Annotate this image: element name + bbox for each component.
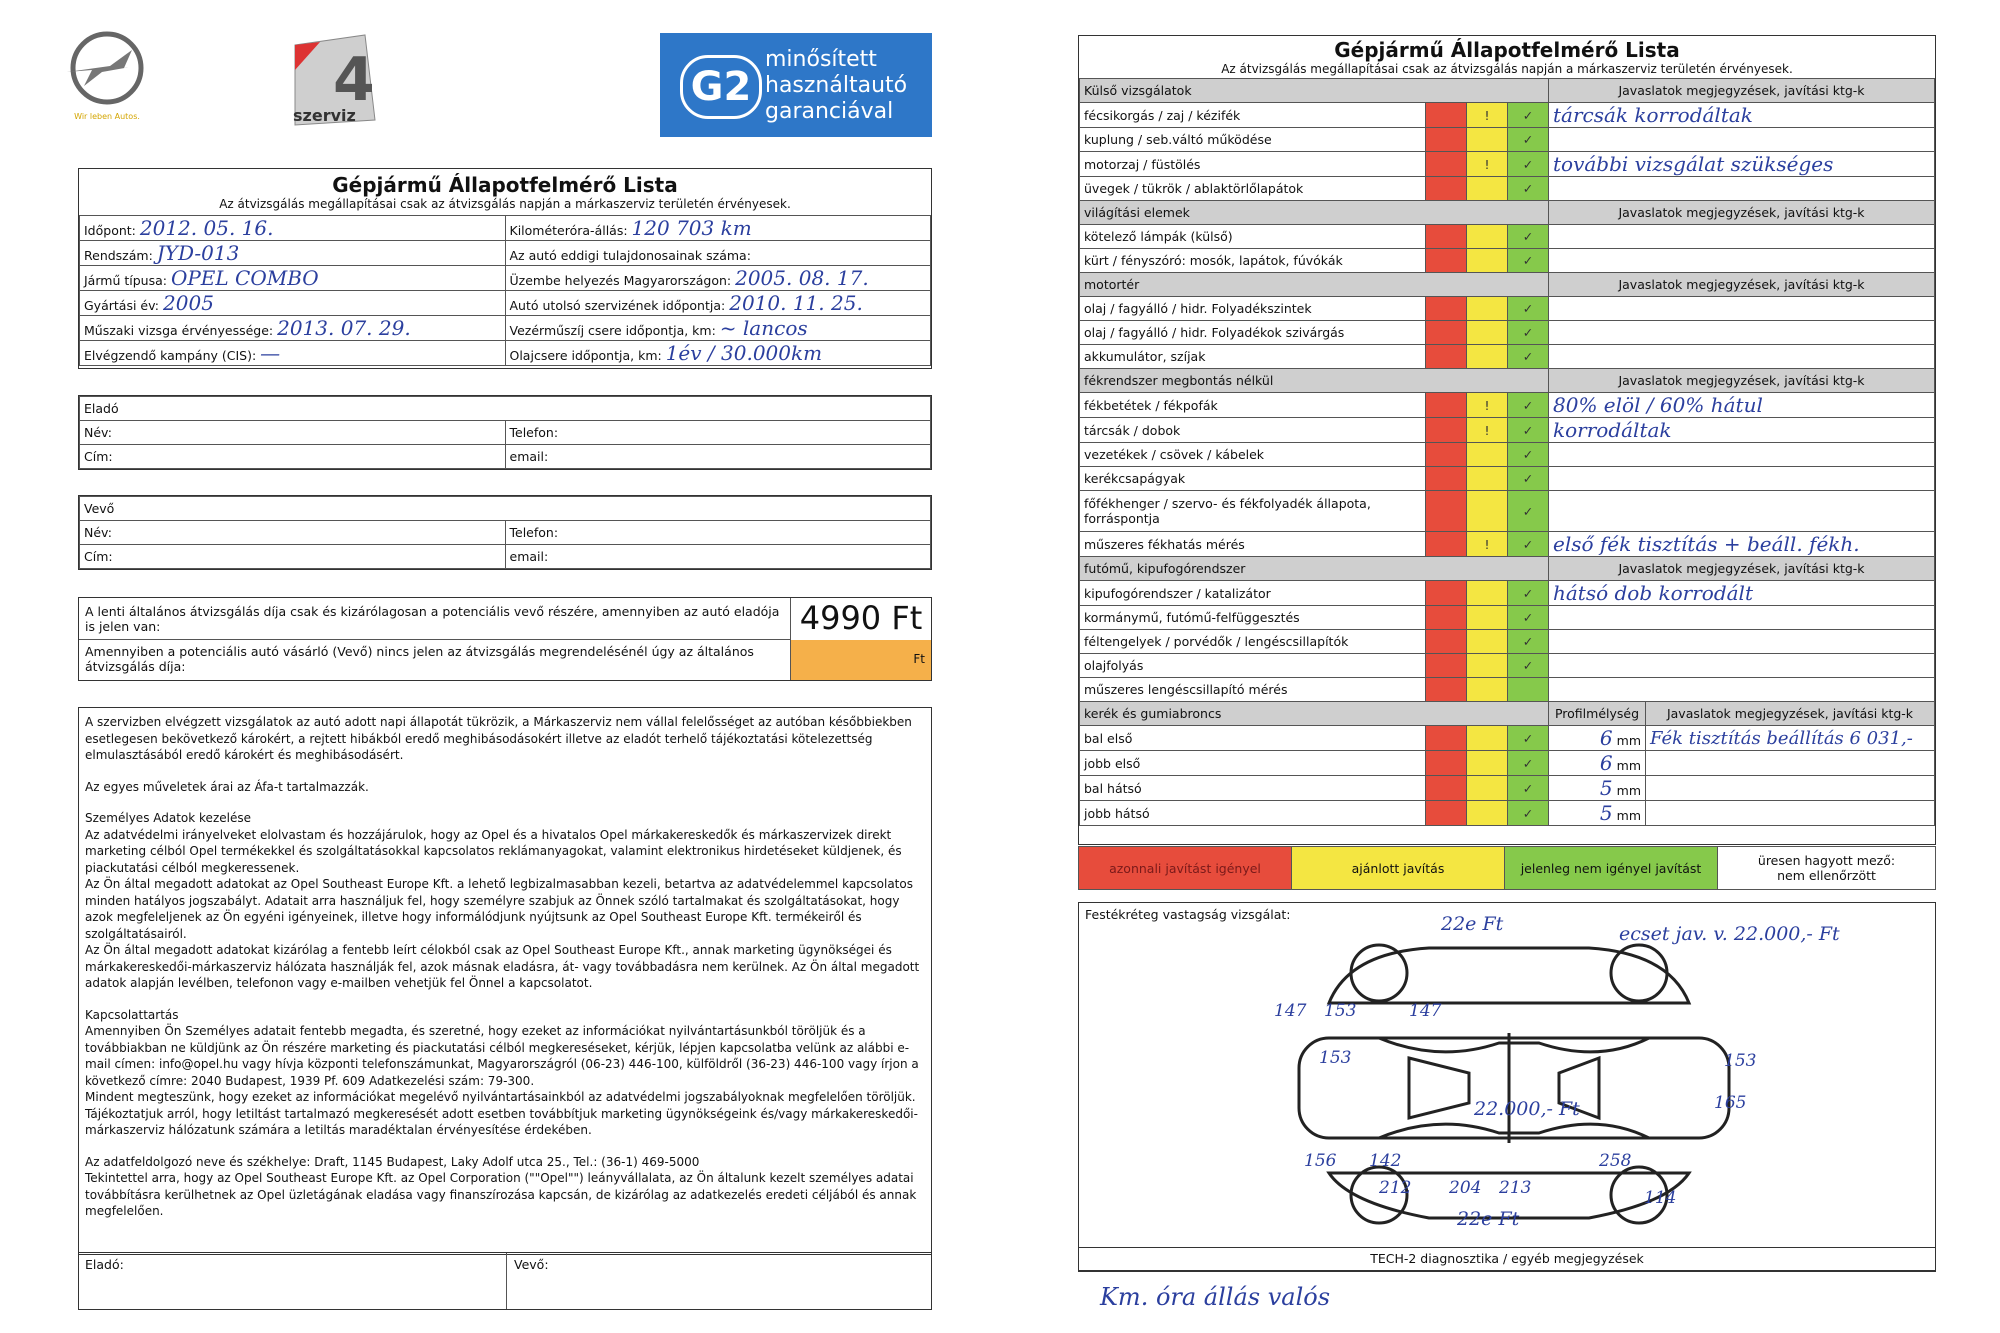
section-header <box>1080 273 1935 297</box>
inspection-note[interactable] <box>1549 654 1935 678</box>
g2-line1: minősített <box>765 47 877 72</box>
info-field-right[interactable]: Kilométeróra-állás: 120 703 km <box>505 216 931 241</box>
paint-thickness-value: 147 <box>1274 1001 1307 1021</box>
opel-tagline: Wir leben Autos. <box>74 112 140 121</box>
status-yellow-cell[interactable] <box>1467 225 1508 249</box>
paint-thickness-value: 147 <box>1409 1001 1442 1021</box>
section-title: fékrendszer megbontás nélkül <box>1080 369 1549 393</box>
inspection-note[interactable]: 80% elöl / 60% hátul <box>1549 393 1935 418</box>
right-form <box>1078 35 1936 845</box>
paint-thickness-value: 213 <box>1499 1178 1532 1198</box>
inspection-note[interactable] <box>1549 443 1935 467</box>
wheel-row <box>1080 726 1935 751</box>
inspection-row <box>1080 345 1935 369</box>
inspection-label: műszeres fékhatás mérés <box>1080 532 1426 557</box>
status-yellow-cell[interactable]: ! <box>1467 418 1508 443</box>
profile-depth-value: 5 <box>1599 776 1613 800</box>
g2-mark: G2 <box>680 55 762 119</box>
signature-row <box>78 1252 932 1310</box>
info-field-left[interactable]: Jármű típusa: OPEL COMBO <box>80 266 506 291</box>
inspection-row <box>1080 630 1935 654</box>
status-yellow-cell[interactable] <box>1467 249 1508 273</box>
profile-depth-value: 6 <box>1599 751 1613 775</box>
status-red-cell[interactable] <box>1426 297 1467 321</box>
paint-repair-note: ecset jav. v. 22.000,- Ft <box>1619 923 1840 945</box>
right-title: Gépjármű Állapotfelmérő Lista <box>1334 38 1680 62</box>
status-yellow-cell[interactable] <box>1467 801 1508 826</box>
paint-repair-note: 22.000,- Ft <box>1474 1098 1580 1120</box>
status-yellow-cell[interactable] <box>1467 630 1508 654</box>
opel-logo <box>62 28 152 123</box>
status-green-cell[interactable]: ✓ <box>1508 225 1549 249</box>
status-green-cell[interactable]: ✓ <box>1508 393 1549 418</box>
paint-thickness-value: 153 <box>1319 1048 1352 1068</box>
legend-green: jelenleg nem igényel javítást <box>1505 847 1718 890</box>
profile-depth-field[interactable] <box>1549 776 1646 801</box>
left-header-box <box>78 168 932 369</box>
inspection-note[interactable] <box>1549 630 1935 654</box>
status-green-cell[interactable]: ✓ <box>1508 345 1549 369</box>
terms-paragraph: Személyes Adatok kezelése Az adatvédelmi irányelveket elolvastam és hozzájárulok, hogy az Opel és a hivatalos Opel márkakereskedők és márkaszervizek direkt marketing célból Opel termékekkel és szolgáltatásokkal kapcsolatos reklámanyagokat, valamint elektronikus hirdetéseket küldjenek, és piackutatási célból megkeressenek. Az Ön által megadott adatokat az Opel Southeast Europe Kft. a lehető legbizalmasabban kezeli, betartva az adatvédelemmel kapcsolatos minden hatályos jogszabályt. Adatait arra használjuk fel, hogy személyre szabjuk az Önnek szóló tartalmakat és szolgáltatásokat, hogy azok megfeleljenek az Ön egyéni igényeinek, illetve hogy informálódjunk nyújtsunk az Opel Southeast Europe Kft. termékeiről és szolgáltatásairól. Az Ön által megadott adatokat kizárólag a fentebb leírt célokból csak az Opel Southeast Europe Kft., annak marketing ügynökségei és márkakereskedői-márkaszerviz hálózata használják fel, azok másnak eladásra, át- vagy továbbadásra nem kerülnek. Az Ön által megadott adatok alapján levélben, telefonon vagy e-mailben vehetjük fel Önnel a kapcsolatot. <box>85 811 920 990</box>
paint-repair-note: 22e Ft <box>1441 913 1504 935</box>
status-green-cell[interactable]: ✓ <box>1508 177 1549 201</box>
info-row <box>80 241 931 266</box>
buyer-box <box>78 495 932 570</box>
notes-header: Javaslatok megjegyzések, javítási ktg-k <box>1549 557 1935 581</box>
status-yellow-cell[interactable] <box>1467 467 1508 491</box>
status-green-cell[interactable]: ✓ <box>1508 532 1549 557</box>
paint-repair-note: 22e Ft <box>1457 1208 1520 1230</box>
fee-unit: Ft <box>913 652 925 666</box>
paint-thickness-value: 114 <box>1644 1188 1677 1208</box>
status-green-cell[interactable]: ✓ <box>1508 606 1549 630</box>
inspection-label: kötelező lámpák (külső) <box>1080 225 1426 249</box>
terms-paragraph: Az adatfeldolgozó neve és székhelye: Draft, 1145 Budapest, Laky Adolf utca 25., Tel.: (36-1) 469-5000 Tekintettel arra, hogy az Opel Southeast Europe Kft. az Opel Corporation (""Opel"") leányvállalata, az Ön általunk kezelt személyes adatai továbbításra kerülhetnek az Opel üzletágának eladása vagy finanszírozása kapcsán, de kizárólag az adatkezelés eredeti céljából és annak megfelelően. <box>85 1154 917 1218</box>
status-yellow-cell[interactable] <box>1467 177 1508 201</box>
status-red-cell[interactable] <box>1426 581 1467 606</box>
status-green-cell[interactable]: ✓ <box>1508 128 1549 152</box>
status-red-cell[interactable] <box>1426 443 1467 467</box>
status-red-cell[interactable] <box>1426 103 1467 128</box>
info-row <box>80 216 931 241</box>
paint-thickness-value: 204 <box>1449 1178 1482 1198</box>
inspection-row <box>1080 297 1935 321</box>
inspection-row <box>1080 225 1935 249</box>
section-header <box>1080 702 1935 726</box>
info-field-right[interactable]: Autó utolsó szervizének időpontja: 2010. 11. 25. <box>505 291 931 316</box>
legend-empty: üresen hagyott mező: nem ellenőrzött <box>1718 847 1936 890</box>
left-title: Gépjármű Állapotfelmérő Lista <box>332 173 678 197</box>
status-yellow-cell[interactable] <box>1467 443 1508 467</box>
status-yellow-cell[interactable] <box>1467 345 1508 369</box>
tech2-header: TECH-2 diagnosztika / egyéb megjegyzések <box>1078 1247 1936 1271</box>
status-green-cell[interactable]: ✓ <box>1508 491 1549 532</box>
profile-depth-field[interactable] <box>1549 801 1646 826</box>
info-value-right: 2005. 08. 17. <box>735 266 869 290</box>
status-yellow-cell[interactable] <box>1467 776 1508 801</box>
status-yellow-cell[interactable]: ! <box>1467 103 1508 128</box>
status-yellow-cell[interactable] <box>1467 321 1508 345</box>
inspection-label: olajfolyás <box>1080 654 1426 678</box>
info-row <box>80 341 931 366</box>
terms-paragraph: Kapcsolattartás Amennyiben Ön Személyes adatait fentebb megadta, és szeretné, hogy ezeket az információkat nyilvántartásunkból töröljük és a továbbiakban ne küldjünk az Ön részére marketing és piackutatási célból megkereséseket, kérjük, lépjen kapcsolatba velünk az alábbi e-mail címen: info@opel.hu vagy hívja központi telefonszámunkat, Magyarországról (06-23) 446-100, külföldről (36-23) 446-100 vagy írjon a következő címre: 2040 Budapest, 1939 Pf. 609 Adatkezelési szám: 79-300. Mindent megteszünk, hogy ezeket az információkat megelévő nyilvántartásainkból az adatvédelmi jogszabályoknak megfelelően töröljük. Tájékoztatjuk arról, hogy letiltást tartalmazó megkeresését adott esetben továbbítjuk marketing ügynökségeink és/vagy márkakereskedői-márkaszerviz hálózatunk számára a letiltás maradéktalan érvényesítése érdekében. <box>85 1007 919 1137</box>
status-red-cell[interactable] <box>1426 606 1467 630</box>
status-yellow-cell[interactable]: ! <box>1467 532 1508 557</box>
status-green-cell[interactable]: ✓ <box>1508 418 1549 443</box>
vehicle-info-table <box>79 215 931 366</box>
paint-thickness-value: 153 <box>1324 1001 1357 1021</box>
inspection-row <box>1080 418 1935 443</box>
inspection-label: kerékcsapágyak <box>1080 467 1426 491</box>
status-red-cell[interactable] <box>1426 249 1467 273</box>
inspection-row <box>1080 103 1935 128</box>
status-green-cell[interactable]: ✓ <box>1508 630 1549 654</box>
legend-yellow: ajánlott javítás <box>1292 847 1505 890</box>
profile-unit: mm <box>1616 808 1641 823</box>
status-red-cell[interactable] <box>1426 467 1467 491</box>
status-red-cell[interactable] <box>1426 726 1467 751</box>
inspection-label: vezetékek / csövek / kábelek <box>1080 443 1426 467</box>
paint-thickness-value: 212 <box>1379 1178 1412 1198</box>
inspection-note[interactable] <box>1549 678 1935 702</box>
inspection-note[interactable] <box>1549 249 1935 273</box>
section-header <box>1080 79 1935 103</box>
wheel-row <box>1080 776 1935 801</box>
seller-email-field[interactable]: email: <box>505 445 931 469</box>
info-field-right[interactable]: Olajcsere időpontja, km: 1év / 30.000km <box>505 341 931 366</box>
inspection-label: fécsikorgás / zaj / kézifék <box>1080 103 1426 128</box>
paint-thickness-value: 153 <box>1724 1051 1757 1071</box>
fee-text-1: A lenti általános átvizsgálás díja csak és kizárólagosan a potenciális vevő részére, amennyiben az autó eladója is jelen van: <box>85 604 780 634</box>
status-green-cell[interactable]: ✓ <box>1508 581 1549 606</box>
terms-text <box>85 714 925 1220</box>
wheel-label: bal hátsó <box>1080 776 1426 801</box>
notes-header: Javaslatok megjegyzések, javítási ktg-k <box>1549 201 1935 225</box>
inspection-note[interactable] <box>1549 177 1935 201</box>
g2-banner <box>660 33 932 137</box>
status-yellow-cell[interactable] <box>1467 726 1508 751</box>
inspection-note[interactable] <box>1549 321 1935 345</box>
info-field-right[interactable]: Az autó eddigi tulajdonosainak száma: <box>505 241 931 266</box>
right-subtitle: Az átvizsgálás megállapításai csak az átvizsgálás napján a márkaszerviz területén érvényesek. <box>1221 62 1793 76</box>
status-red-cell[interactable] <box>1426 678 1467 702</box>
inspection-row <box>1080 532 1935 557</box>
status-red-cell[interactable] <box>1426 321 1467 345</box>
inspection-note[interactable] <box>1549 297 1935 321</box>
inspection-note[interactable]: hátsó dob korrodált <box>1549 581 1935 606</box>
paint-title: Festékréteg vastagság vizsgálat: <box>1085 907 1291 922</box>
inspection-label: főfékhenger / szervo- és fékfolyadék állapota, forráspontja <box>1080 491 1426 532</box>
inspection-row <box>1080 393 1935 418</box>
status-yellow-cell[interactable]: ! <box>1467 152 1508 177</box>
inspection-note[interactable] <box>1549 606 1935 630</box>
terms-paragraph: A szervizben elvégzett vizsgálatok az autó adott napi állapotát tükrözik, a Márkaszerviz nem vállal felelősséget az autóban későbbiekben esetlegesen bekövetkező károkért, a rejtett hibákból eredő meghibásodásokért illetve az eladót terhelő tájékoztatási kötelezettség elmulasztásából eredő károkért és meghibásodásért. <box>85 715 912 762</box>
inspection-row <box>1080 128 1935 152</box>
legend-red: azonnali javítást igényel <box>1079 847 1292 890</box>
inspection-row <box>1080 678 1935 702</box>
notes-header: Javaslatok megjegyzések, javítási ktg-k <box>1549 369 1935 393</box>
buyer-address-field[interactable]: Cím: <box>80 545 506 569</box>
status-yellow-cell[interactable] <box>1467 606 1508 630</box>
info-value-left: — <box>260 341 281 365</box>
signature-buyer[interactable]: Vevő: <box>514 1257 549 1272</box>
status-green-cell[interactable]: ✓ <box>1508 726 1549 751</box>
inspection-label: féltengelyek / porvédők / lengéscsillapítók <box>1080 630 1426 654</box>
inspection-note[interactable] <box>1549 128 1935 152</box>
inspection-label: olaj / fagyálló / hidr. Folyadékok szivárgás <box>1080 321 1426 345</box>
seller-phone-field[interactable]: Telefon: <box>505 421 931 445</box>
inspection-note[interactable]: tárcsák korrodáltak <box>1549 103 1935 128</box>
service-badge <box>285 30 385 135</box>
buyer-phone-field[interactable]: Telefon: <box>505 521 931 545</box>
legend <box>1078 846 1936 890</box>
notes-header: Javaslatok megjegyzések, javítási ktg-k <box>1549 79 1935 103</box>
status-yellow-cell[interactable] <box>1467 128 1508 152</box>
info-field-left[interactable]: Rendszám: JYD-013 <box>80 241 506 266</box>
seller-name-field[interactable]: Név: <box>80 421 506 445</box>
status-yellow-cell[interactable] <box>1467 297 1508 321</box>
status-yellow-cell[interactable] <box>1467 654 1508 678</box>
info-row <box>80 291 931 316</box>
service-badge-label: szerviz <box>293 106 356 125</box>
wheel-row <box>1080 751 1935 776</box>
info-value-right: 120 703 km <box>631 216 752 240</box>
inspection-label: olaj / fagyálló / hidr. Folyadékszintek <box>1080 297 1426 321</box>
seller-heading: Eladó <box>80 397 931 421</box>
section-title: motortér <box>1080 273 1549 297</box>
profile-depth-value: 6 <box>1599 726 1613 750</box>
status-green-cell[interactable]: ✓ <box>1508 467 1549 491</box>
status-yellow-cell[interactable] <box>1467 491 1508 532</box>
status-green-cell[interactable]: ✓ <box>1508 321 1549 345</box>
fee-text-2: Amennyiben a potenciális autó vásárló (Vevő) nincs jelen az átvizsgálás megrendelésénél úgy az általános átvizsgálás díja: <box>85 644 754 674</box>
inspection-label: kipufogórendszer / katalizátor <box>1080 581 1426 606</box>
inspection-label: motorzaj / füstölés <box>1080 152 1426 177</box>
section-header <box>1080 201 1935 225</box>
status-red-cell[interactable] <box>1426 751 1467 776</box>
info-value-left: 2012. 05. 16. <box>139 216 274 240</box>
status-green-cell[interactable]: ✓ <box>1508 801 1549 826</box>
status-red-cell[interactable] <box>1426 418 1467 443</box>
paint-thickness-value: 165 <box>1714 1093 1747 1113</box>
wheel-label: jobb hátsó <box>1080 801 1426 826</box>
left-subtitle: Az átvizsgálás megállapításai csak az átvizsgálás napján a márkaszerviz területén érvényesek. <box>219 197 791 211</box>
profile-header: Profilmélység <box>1549 702 1646 726</box>
info-value-left: OPEL COMBO <box>170 266 319 290</box>
inspection-row <box>1080 177 1935 201</box>
info-field-left[interactable]: Műszaki vizsga érvényessége: 2013. 07. 29. <box>80 316 506 341</box>
profile-unit: mm <box>1616 733 1641 748</box>
info-value-left: JYD-013 <box>156 241 240 265</box>
info-field-left[interactable]: Időpont: 2012. 05. 16. <box>80 216 506 241</box>
status-green-cell[interactable]: ✓ <box>1508 751 1549 776</box>
buyer-name-field[interactable]: Név: <box>80 521 506 545</box>
terms-paragraph: Az egyes műveletek árai az Áfa-t tartalmazzák. <box>85 779 369 794</box>
paint-thickness-value: 156 <box>1304 1151 1337 1171</box>
section-header <box>1080 557 1935 581</box>
status-green-cell[interactable]: ✓ <box>1508 654 1549 678</box>
wheel-note[interactable]: Fék tisztítás beállítás 6 031,- <box>1646 726 1935 751</box>
status-yellow-cell[interactable]: ! <box>1467 393 1508 418</box>
status-yellow-cell[interactable] <box>1467 581 1508 606</box>
status-red-cell[interactable] <box>1426 152 1467 177</box>
profile-depth-value: 5 <box>1599 801 1613 825</box>
inspection-label: kuplung / seb.váltó működése <box>1080 128 1426 152</box>
inspection-note[interactable]: további vizsgálat szükséges <box>1549 152 1935 177</box>
inspection-row <box>1080 606 1935 630</box>
seller-address-field[interactable]: Cím: <box>80 445 506 469</box>
status-red-cell[interactable] <box>1426 801 1467 826</box>
status-green-cell[interactable]: ✓ <box>1508 443 1549 467</box>
inspection-row <box>1080 581 1935 606</box>
inspection-note[interactable] <box>1549 467 1935 491</box>
inspection-row <box>1080 152 1935 177</box>
info-row <box>80 316 931 341</box>
inspection-note[interactable]: első fék tisztítás + beáll. fékh. <box>1549 532 1935 557</box>
status-red-cell[interactable] <box>1426 177 1467 201</box>
status-red-cell[interactable] <box>1426 532 1467 557</box>
info-field-right[interactable]: Üzembe helyezés Magyarországon: 2005. 08. 17. <box>505 266 931 291</box>
status-yellow-cell[interactable] <box>1467 678 1508 702</box>
status-red-cell[interactable] <box>1426 491 1467 532</box>
wheel-row <box>1080 801 1935 826</box>
status-green-cell[interactable]: ✓ <box>1508 297 1549 321</box>
seller-box <box>78 395 932 470</box>
section-title: kerék és gumiabroncs <box>1080 702 1549 726</box>
info-field-right[interactable]: Vezérműszíj csere időpontja, km: ~ lancos <box>505 316 931 341</box>
status-green-cell[interactable]: ✓ <box>1508 103 1549 128</box>
notes-header: Javaslatok megjegyzések, javítási ktg-k <box>1549 273 1935 297</box>
status-red-cell[interactable] <box>1426 128 1467 152</box>
status-red-cell[interactable] <box>1426 630 1467 654</box>
wheel-note[interactable] <box>1646 751 1935 776</box>
info-value-left: 2013. 07. 29. <box>277 316 411 340</box>
inspection-row <box>1080 467 1935 491</box>
info-value-right: 1év / 30.000km <box>665 341 823 365</box>
inspection-row <box>1080 491 1935 532</box>
info-row <box>80 266 931 291</box>
inspection-label: akkumulátor, szíjak <box>1080 345 1426 369</box>
inspection-label: tárcsák / dobok <box>1080 418 1426 443</box>
wheel-note[interactable] <box>1646 801 1935 826</box>
buyer-heading: Vevő <box>80 497 931 521</box>
inspection-label: műszeres lengéscsillapító mérés <box>1080 678 1426 702</box>
status-green-cell[interactable]: ✓ <box>1508 776 1549 801</box>
section-title: világítási elemek <box>1080 201 1549 225</box>
info-field-left[interactable]: Elvégzendő kampány (CIS): — <box>80 341 506 366</box>
inspection-label: fékbetétek / fékpofák <box>1080 393 1426 418</box>
inspection-row <box>1080 249 1935 273</box>
profile-unit: mm <box>1616 758 1641 773</box>
info-value-left: 2005 <box>163 291 214 315</box>
profile-depth-field[interactable] <box>1549 726 1646 751</box>
inspection-note[interactable] <box>1549 345 1935 369</box>
terms-box <box>78 707 932 1255</box>
status-green-cell[interactable]: ✓ <box>1508 152 1549 177</box>
status-yellow-cell[interactable] <box>1467 751 1508 776</box>
inspection-note[interactable] <box>1549 225 1935 249</box>
status-red-cell[interactable] <box>1426 776 1467 801</box>
profile-unit: mm <box>1616 783 1641 798</box>
fee-box <box>78 597 932 681</box>
paint-thickness-value: 142 <box>1369 1151 1402 1171</box>
status-red-cell[interactable] <box>1426 654 1467 678</box>
g2-line3: garanciával <box>765 99 894 124</box>
inspection-note[interactable] <box>1549 491 1935 532</box>
status-green-cell[interactable] <box>1508 678 1549 702</box>
section-title: futómű, kipufogórendszer <box>1080 557 1549 581</box>
wheel-label: jobb első <box>1080 751 1426 776</box>
inspection-label: üvegek / tükrök / ablaktörlőlapátok <box>1080 177 1426 201</box>
wheel-label: bal első <box>1080 726 1426 751</box>
buyer-email-field[interactable]: email: <box>505 545 931 569</box>
svg-text:4: 4 <box>333 45 375 115</box>
status-green-cell[interactable]: ✓ <box>1508 249 1549 273</box>
status-red-cell[interactable] <box>1426 393 1467 418</box>
inspection-row <box>1080 654 1935 678</box>
info-field-left[interactable]: Gyártási év: 2005 <box>80 291 506 316</box>
fee-price: 4990 Ft <box>799 599 923 637</box>
info-value-right: 2010. 11. 25. <box>729 291 863 315</box>
inspection-label: kormánymű, futómű-felfüggesztés <box>1080 606 1426 630</box>
inspection-note[interactable]: korrodáltak <box>1549 418 1935 443</box>
section-title: Külső vizsgálatok <box>1080 79 1549 103</box>
inspection-row <box>1080 321 1935 345</box>
inspection-table <box>1079 78 1935 826</box>
tech2-note: Km. óra állás valós <box>1100 1283 1331 1311</box>
paint-box <box>1078 902 1936 1272</box>
inspection-row <box>1080 443 1935 467</box>
section-header <box>1080 369 1935 393</box>
profile-depth-field[interactable] <box>1549 751 1646 776</box>
status-red-cell[interactable] <box>1426 345 1467 369</box>
g2-line2: használtautó <box>765 73 908 98</box>
info-value-right: ~ lancos <box>719 316 808 340</box>
wheel-note[interactable] <box>1646 776 1935 801</box>
paint-thickness-value: 258 <box>1599 1151 1632 1171</box>
notes-header: Javaslatok megjegyzések, javítási ktg-k <box>1646 702 1935 726</box>
inspection-label: kürt / fényszóró: mosók, lapátok, fúvókák <box>1080 249 1426 273</box>
status-red-cell[interactable] <box>1426 225 1467 249</box>
signature-seller[interactable]: Eladó: <box>85 1257 124 1272</box>
fee-price-empty[interactable] <box>791 640 931 680</box>
